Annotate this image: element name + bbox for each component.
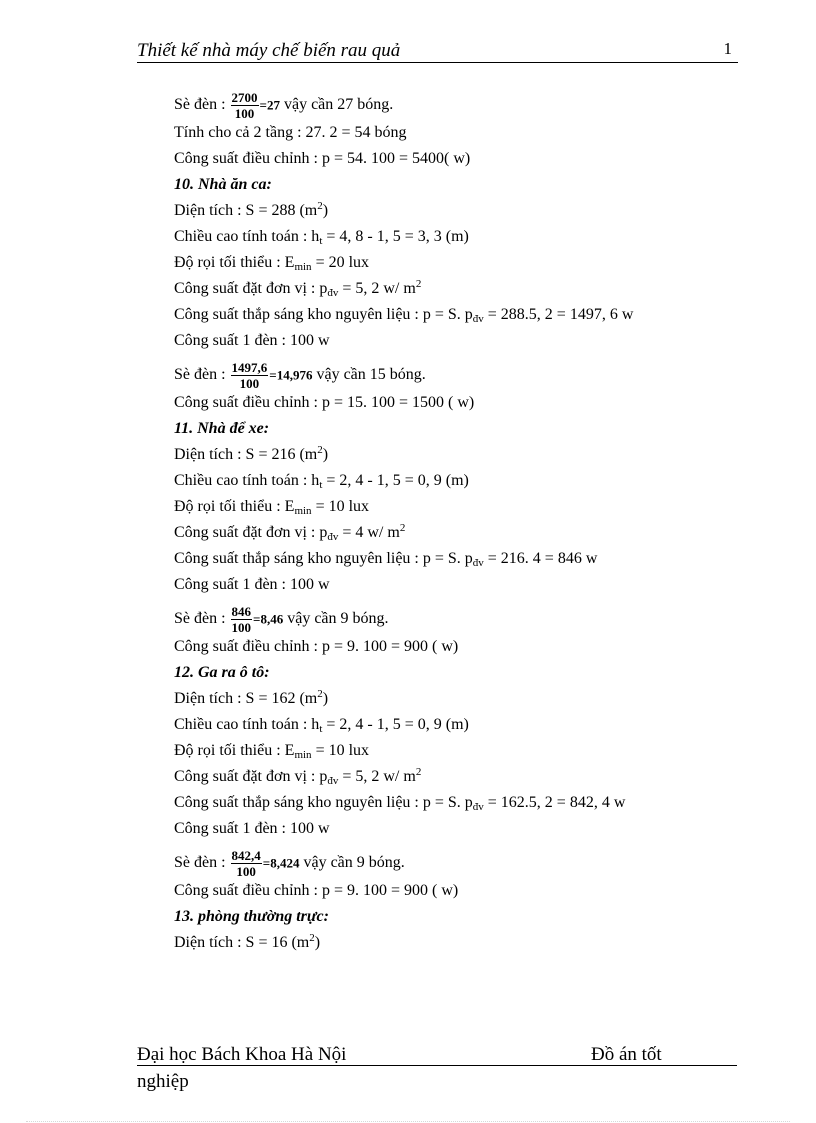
fraction [231,604,253,635]
light-count-line [174,354,774,394]
line-text: = 2, 4 - 1, 5 = 0, 9 (m) [322,472,469,489]
fraction-denominator: 100 [239,376,260,391]
light-count-formula [174,90,393,121]
line-text: = 10 lux [311,742,370,759]
line-text: Chiều cao tính toán : h [174,228,320,245]
section-heading: 13. phòng thường trực: [174,908,329,925]
text-line: Công suất điều chỉnh : p = 9. 100 = 900 ( w) [174,638,459,655]
fraction-result: =8,46 [253,611,284,627]
line-text: Chiều cao tính toán : h [174,472,320,489]
section-heading: 11. Nhà để xe: [174,420,270,437]
line-text: Diện tích : S = 216 (m [174,446,318,463]
line-text: = 5, 2 w/ m [338,280,416,297]
line-text: = 162.5, 2 = 842, 4 w [483,794,626,811]
text-line [174,302,774,328]
fraction-numerator: 842,4 [231,848,261,863]
subscript: đv [327,775,339,787]
fraction [231,360,269,391]
line-text: Độ rọi tối thiểu : E [174,742,295,759]
line-text: = 5, 2 w/ m [338,768,416,785]
fraction-denominator: 100 [236,864,256,879]
subscript: đv [472,313,484,325]
text-line [174,468,774,494]
line-text: ) [314,934,321,951]
superscript: 2 [309,932,315,944]
line-text: = 216. 4 = 846 w [483,550,598,567]
line-text: Độ rọi tối thiểu : E [174,498,295,515]
line-text: Diện tích : S = 16 (m [174,934,310,951]
line-text: vậy cần 9 bóng. [283,610,389,628]
fraction-denominator: 100 [231,620,252,635]
light-count-formula [174,604,389,635]
subscript: t [319,235,323,247]
line-text: Công suất đặt đơn vị : p [174,768,328,785]
line-text: ) [322,446,329,463]
line-text: Sè đèn : [174,610,230,628]
header-title: Thiết kế nhà máy chế biến rau quả [137,40,401,61]
line-text: = 4, 8 - 1, 5 = 3, 3 (m) [322,228,469,245]
subscript: min [294,749,312,761]
light-count-formula [174,848,405,879]
subscript: min [294,505,312,517]
subscript: đv [472,557,484,569]
superscript: 2 [415,278,422,290]
line-text: Diện tích : S = 162 (m [174,690,318,707]
line-text: = 2, 4 - 1, 5 = 0, 9 (m) [322,716,469,733]
text-line: Tính cho cả 2 tầng : 27. 2 = 54 bóng [174,124,407,141]
page-footer [137,1044,737,1092]
text-line [174,250,774,276]
light-count-formula [174,360,426,391]
fraction-numerator: 1497,6 [231,360,268,375]
fraction [231,90,259,121]
text-line: Công suất điều chỉnh : p = 9. 100 = 900 ( w) [174,882,459,899]
superscript: 2 [317,200,323,212]
text-line [174,764,774,790]
section-heading: 12. Ga ra ô tô: [174,664,270,681]
subscript: min [294,261,312,273]
light-count-line [174,598,774,638]
line-text: = 288.5, 2 = 1497, 6 w [483,306,634,323]
section-heading: 10. Nhà ăn ca: [174,176,272,193]
line-text: ) [322,690,329,707]
text-line [174,546,774,572]
text-line: Công suất 1 đèn : 100 w [174,820,330,837]
line-text: Công suất thắp sáng kho nguyên liệu : p = S. p [174,794,473,811]
text-line: Công suất 1 đèn : 100 w [174,576,330,593]
superscript: 2 [415,766,422,778]
superscript: 2 [317,688,323,700]
line-text: Chiều cao tính toán : h [174,716,320,733]
fraction-result: =27 [259,97,280,113]
line-text: Công suất đặt đơn vị : p [174,280,328,297]
line-text: vậy cần 15 bóng. [312,366,426,384]
footer-rule [137,1065,737,1066]
line-text: = 20 lux [311,254,370,271]
footer-project: Đồ án tốt [591,1044,662,1065]
subscript: đv [327,531,339,543]
text-line: Công suất điều chỉnh : p = 54. 100 = 5400( w) [174,150,471,167]
page-header [137,38,738,63]
subscript: đv [472,801,484,813]
fraction-result: =14,976 [269,367,313,383]
fraction [231,848,262,879]
superscript: 2 [317,444,323,456]
fraction-numerator: 2700 [231,90,258,105]
fraction-numerator: 846 [231,604,252,619]
line-text: vậy cần 9 bóng. [299,854,405,872]
line-text: Sè đèn : [174,854,230,872]
text-line [174,738,774,764]
text-line [174,224,774,250]
text-line [174,930,774,956]
subscript: t [319,723,323,735]
page-number: 1 [723,39,732,58]
line-text: vậy cần 27 bóng. [279,96,394,114]
text-line [174,712,774,738]
subscript: t [319,479,323,491]
footer-continuation: nghiệp [137,1071,189,1092]
text-line [174,686,774,712]
line-text: Công suất đặt đơn vị : p [174,524,328,541]
fraction-result: =8,424 [262,855,300,871]
text-line [174,198,774,224]
line-text: Công suất thắp sáng kho nguyên liệu : p = S. p [174,550,473,567]
page-edge-dots [26,1121,790,1122]
line-text: ) [322,202,329,219]
superscript: 2 [399,522,406,534]
text-line [174,520,774,546]
text-line [174,790,774,816]
line-text: Độ rọi tối thiểu : E [174,254,295,271]
text-line [174,276,774,302]
text-line [174,494,774,520]
line-text: Sè đèn : [174,366,230,384]
subscript: đv [327,287,339,299]
footer-university: Đại học Bách Khoa Hà Nội [137,1044,347,1065]
line-text: Công suất thắp sáng kho nguyên liệu : p = S. p [174,306,473,323]
line-text: Sè đèn : [174,96,230,114]
line-text: = 4 w/ m [338,524,400,541]
line-text: Diện tích : S = 288 (m [174,202,318,219]
text-line [174,442,774,468]
light-count-line [174,842,774,882]
text-line: Công suất 1 đèn : 100 w [174,332,330,349]
light-count-line [174,84,774,124]
text-line: Công suất điều chỉnh : p = 15. 100 = 1500 ( w) [174,394,475,411]
line-text: = 10 lux [311,498,370,515]
document-body [174,84,774,956]
fraction-denominator: 100 [234,106,255,121]
